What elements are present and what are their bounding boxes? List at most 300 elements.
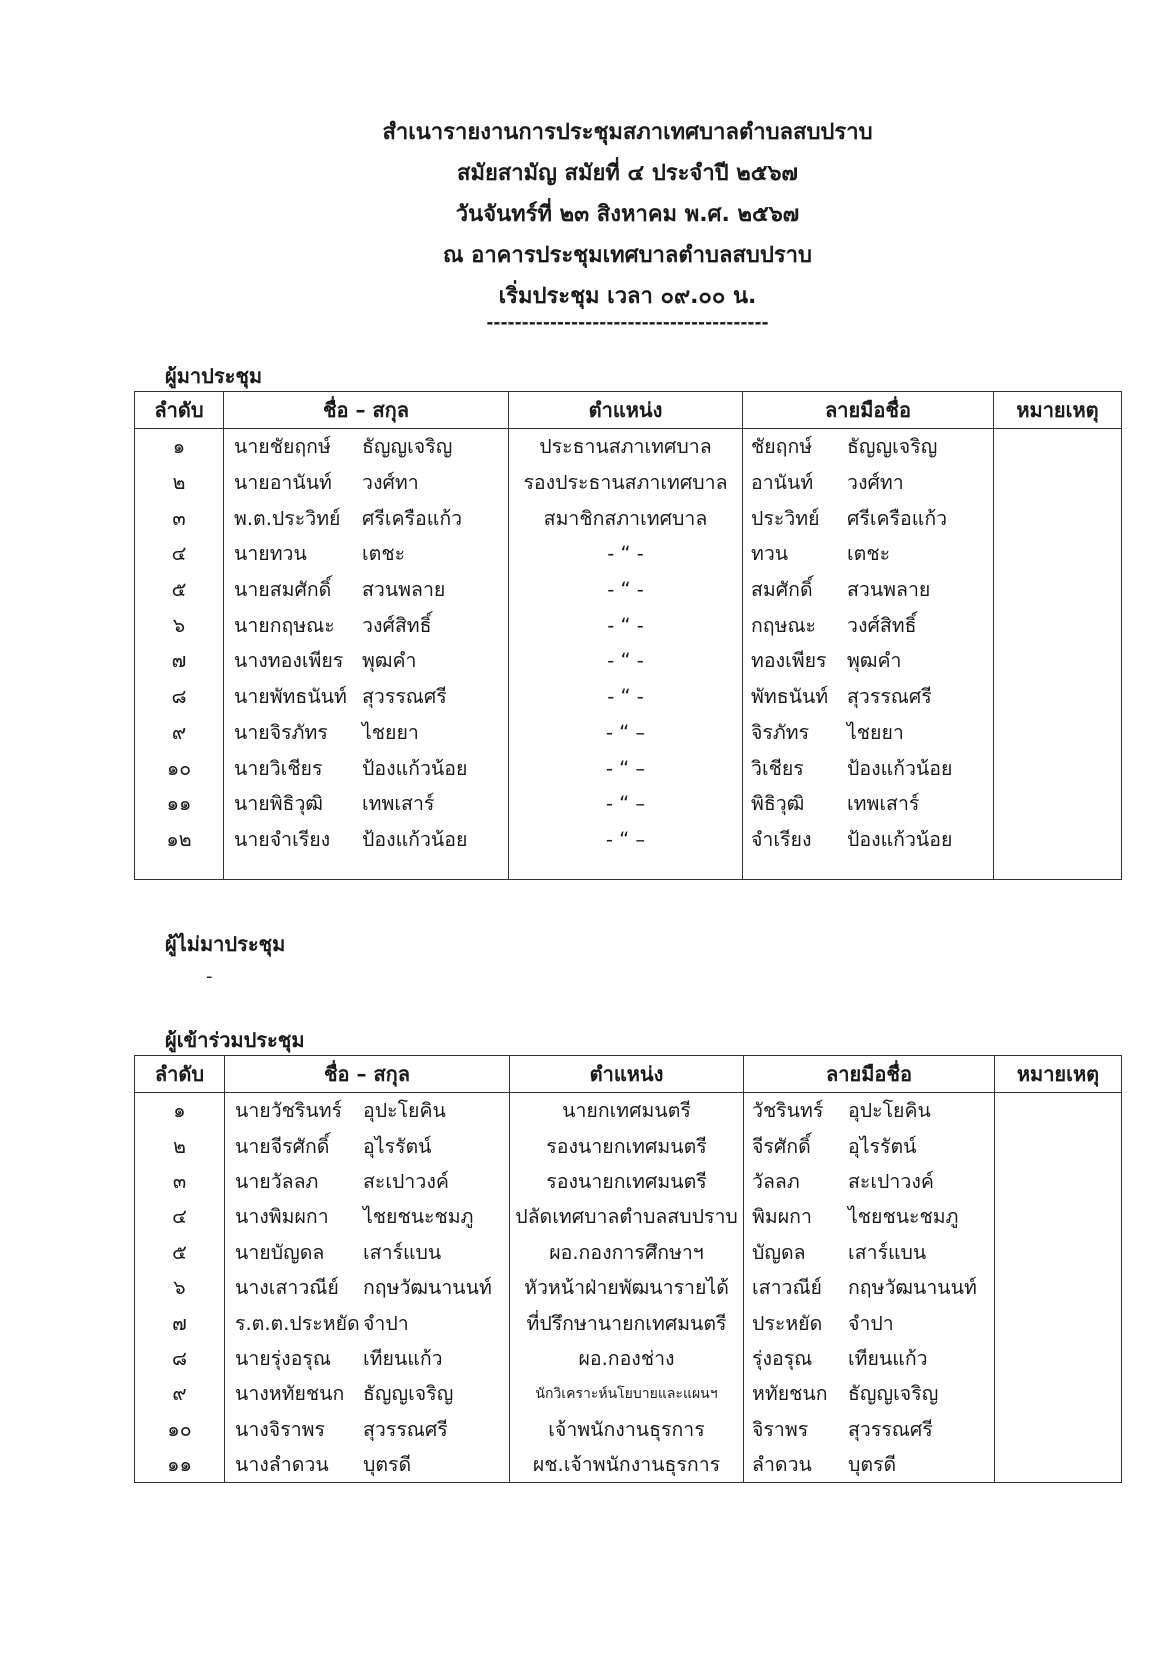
row-number-text: ๓ — [172, 1169, 187, 1193]
name-cell — [224, 500, 509, 536]
row-number-text: ๒ — [173, 1134, 186, 1158]
remark-cell — [994, 572, 1122, 608]
row-number-text: ๗ — [171, 649, 187, 673]
position-cell — [509, 500, 743, 536]
table-row — [135, 786, 1122, 822]
signature-first: พัทธนันท์ — [751, 685, 829, 709]
signature-first: จีรศักดิ์ — [752, 1134, 811, 1158]
signature-first: กฤษณะ — [751, 613, 817, 637]
signature-last: ป้องแก้วน้อย — [847, 756, 953, 780]
column-header-signature: ลายมือชื่อ — [743, 392, 994, 429]
name-cell — [225, 1376, 510, 1411]
row-number-text: ๙ — [172, 1382, 187, 1406]
document-title: สำเนารายงานการประชุมสภาเทศบาลตำบลสบปราบ — [382, 120, 873, 145]
first-name: นายจิรภัทร — [234, 720, 328, 744]
remark-cell — [995, 1128, 1122, 1163]
last-name: ธัญญเจริญ — [363, 1382, 454, 1406]
signature-last: เสาร์แบน — [848, 1240, 927, 1264]
signature-cell — [743, 607, 994, 643]
table-row — [135, 679, 1122, 715]
last-name: สุวรรณศรี — [362, 685, 447, 709]
first-name: นายวัลลภ — [235, 1169, 319, 1193]
first-name: นายชัยฤกษ์ — [234, 435, 331, 459]
position-text: นายกเทศมนตรี — [562, 1099, 691, 1123]
absent-section-label: ผู้ไม่มาประชุม — [165, 932, 286, 956]
table-row — [135, 1093, 1122, 1129]
row-number — [135, 822, 224, 858]
signature-first: วัชรินทร์ — [752, 1099, 824, 1123]
row-number-text: ๘ — [171, 1346, 188, 1370]
row-number-text: ๗ — [172, 1311, 187, 1335]
position-text: - “ - — [607, 613, 644, 637]
row-number — [135, 679, 224, 715]
row-number — [135, 1270, 225, 1305]
signature-first: บัญดล — [752, 1240, 806, 1264]
row-number — [135, 429, 224, 465]
row-number-text: ๖ — [172, 613, 186, 637]
present-section-label: ผู้มาประชุม — [165, 364, 263, 388]
empty-cell — [994, 857, 1122, 880]
row-number — [135, 536, 224, 572]
column-header-remark: หมายเหตุ — [994, 392, 1122, 429]
first-name: นางจิราพร — [235, 1417, 325, 1441]
position-cell — [510, 1305, 744, 1340]
signature-cell — [743, 822, 994, 858]
table-row — [135, 465, 1122, 501]
remark-cell — [995, 1093, 1122, 1129]
name-cell — [225, 1412, 510, 1447]
first-name: นายวัชรินทร์ — [235, 1099, 343, 1123]
signature-cell — [743, 786, 994, 822]
name-cell — [225, 1305, 510, 1340]
remark-cell — [994, 607, 1122, 643]
name-cell — [225, 1199, 510, 1234]
position-text: - “ - — [607, 578, 644, 602]
last-name: เตชะ — [362, 542, 406, 566]
signature-last: สะเปาวงค์ — [848, 1169, 934, 1193]
first-name: นายจีรศักดิ์ — [235, 1134, 330, 1158]
position-cell — [510, 1270, 744, 1305]
position-cell — [509, 429, 743, 465]
signature-last: วงศ์ทา — [847, 471, 904, 495]
position-text: เจ้าพนักงานธุรการ — [548, 1417, 705, 1441]
row-number-text: ๘ — [171, 685, 187, 709]
date-line: วันจันทร์ที่ ๒๓ สิงหาคม พ.ศ. ๒๕๖๗ — [455, 202, 800, 227]
signature-last: กฤษวัฒนานนท์ — [848, 1276, 977, 1300]
row-number-text: ๙ — [171, 720, 187, 744]
signature-cell — [744, 1341, 995, 1376]
first-name: นายสมศักดิ์ — [234, 578, 332, 602]
name-cell — [224, 750, 509, 786]
signature-first: รุ่งอรุณ — [752, 1346, 813, 1370]
table-row — [135, 822, 1122, 858]
position-cell — [509, 572, 743, 608]
table-row — [135, 715, 1122, 751]
first-name: นางลำดวน — [235, 1453, 329, 1477]
signature-cell — [743, 500, 994, 536]
row-number — [135, 1235, 225, 1270]
last-name: ไชยยา — [362, 720, 419, 744]
header-divider: ---------------------------------------- — [486, 313, 769, 333]
name-cell — [225, 1235, 510, 1270]
first-name: นายวิเชียร — [234, 756, 323, 780]
row-number-text: ๑ — [173, 1099, 186, 1123]
position-cell — [510, 1412, 744, 1447]
table-row — [135, 1199, 1122, 1234]
signature-cell — [743, 643, 994, 679]
first-name: นายจำเรียง — [234, 827, 331, 851]
signature-first: อานันท์ — [751, 471, 814, 495]
row-number-text: ๕ — [172, 1240, 187, 1264]
position-text: หัวหน้าฝ่ายพัฒนารายได้ — [524, 1276, 729, 1300]
table-row — [135, 1270, 1122, 1305]
remark-cell — [995, 1376, 1122, 1411]
signature-cell — [743, 536, 994, 572]
row-number-text: ๔ — [172, 1205, 187, 1229]
remark-cell — [994, 500, 1122, 536]
position-cell — [510, 1093, 744, 1129]
name-cell — [225, 1093, 510, 1129]
position-text: ประธานสภาเทศบาล — [539, 435, 712, 459]
remark-cell — [994, 536, 1122, 572]
position-text: สมาชิกสภาเทศบาล — [543, 506, 708, 530]
position-text: ที่ปรึกษานายกเทศมนตรี — [526, 1311, 727, 1335]
first-name: นายอานันท์ — [234, 471, 332, 495]
table-row — [135, 1376, 1122, 1411]
first-name: นายพัทธนันท์ — [234, 685, 347, 709]
first-name: นายบัญดล — [235, 1240, 325, 1264]
row-number — [135, 607, 224, 643]
position-cell — [510, 1128, 744, 1163]
position-cell — [509, 643, 743, 679]
table-row — [135, 1235, 1122, 1270]
last-name: วงศ์สิทธิ์ — [362, 613, 432, 637]
first-name: นายพิธิวุฒิ — [234, 792, 324, 816]
table-padding-row — [135, 857, 1122, 880]
last-name: ไชยชนะชมภู — [363, 1205, 474, 1229]
row-number-text: ๑๐ — [167, 1417, 192, 1441]
row-number-text: ๖ — [173, 1276, 186, 1300]
column-header-position: ตำแหน่ง — [509, 392, 743, 429]
remark-cell — [995, 1199, 1122, 1234]
row-number — [135, 750, 224, 786]
table-row — [135, 1341, 1122, 1376]
last-name: เทพเสาร์ — [362, 792, 435, 816]
position-cell — [509, 786, 743, 822]
signature-first: เสาวณีย์ — [752, 1276, 822, 1300]
document-header — [0, 112, 1175, 335]
signature-last: สุวรรณศรี — [848, 1417, 933, 1441]
remark-cell — [994, 822, 1122, 858]
signature-first: พิมผกา — [752, 1205, 812, 1229]
last-name: วงศ์ทา — [362, 471, 419, 495]
signature-cell — [744, 1305, 995, 1340]
name-cell — [224, 822, 509, 858]
row-number — [135, 1447, 225, 1483]
last-name: สุวรรณศรี — [363, 1417, 448, 1441]
remark-cell — [995, 1341, 1122, 1376]
signature-first: ชัยฤกษ์ — [751, 435, 813, 459]
first-name: นายทวน — [234, 542, 307, 566]
table-row — [135, 1305, 1122, 1340]
signature-last: อุปะโยคิน — [848, 1099, 931, 1123]
last-name: จำปา — [363, 1311, 409, 1335]
signature-cell — [743, 715, 994, 751]
signature-cell — [744, 1235, 995, 1270]
position-text: - “ – — [605, 756, 646, 780]
position-cell — [509, 750, 743, 786]
row-number — [135, 1412, 225, 1447]
signature-first: หทัยชนก — [752, 1382, 828, 1406]
last-name: สวนพลาย — [362, 578, 446, 602]
signature-cell — [744, 1270, 995, 1305]
row-number-text: ๑๑ — [166, 792, 192, 816]
first-name: นางทองเพียร — [234, 649, 344, 673]
name-cell — [225, 1128, 510, 1163]
signature-first: ประวิทย์ — [751, 506, 820, 530]
row-number-text: ๓ — [172, 506, 186, 530]
table-row — [135, 607, 1122, 643]
remark-cell — [995, 1447, 1122, 1483]
row-number — [135, 786, 224, 822]
signature-last: ธัญญเจริญ — [847, 435, 938, 459]
signature-last: เตชะ — [847, 542, 891, 566]
signature-first: ทองเพียร — [751, 649, 827, 673]
position-text: - “ - — [607, 542, 644, 566]
position-text: ผอ.กองการศึกษาฯ — [549, 1240, 704, 1264]
first-name: นางพิมผกา — [235, 1205, 329, 1229]
row-number — [135, 1128, 225, 1163]
last-name: ศรีเครือแก้ว — [362, 506, 463, 530]
signature-first: จิรภัทร — [751, 720, 810, 744]
signature-last: ป้องแก้วน้อย — [847, 827, 953, 851]
last-name: สะเปาวงค์ — [363, 1169, 449, 1193]
signature-last: เทพเสาร์ — [847, 792, 920, 816]
first-name: นายกฤษณะ — [234, 613, 335, 637]
column-header-no: ลำดับ — [135, 392, 224, 429]
first-name: ร.ต.ต.ประหยัด — [235, 1311, 360, 1335]
remark-cell — [994, 679, 1122, 715]
table-row — [135, 1447, 1122, 1483]
signature-cell — [744, 1447, 995, 1483]
last-name: เสาร์แบน — [363, 1240, 442, 1264]
signature-cell — [743, 465, 994, 501]
position-cell — [510, 1447, 744, 1483]
remark-cell — [994, 715, 1122, 751]
first-name: นายรุ่งอรุณ — [235, 1346, 331, 1370]
position-cell — [510, 1376, 744, 1411]
signature-last: สุวรรณศรี — [847, 685, 932, 709]
table-row — [135, 429, 1122, 465]
position-text: ผอ.กองช่าง — [578, 1346, 675, 1370]
last-name: ป้องแก้วน้อย — [362, 756, 468, 780]
row-number — [135, 465, 224, 501]
column-header-position: ตำแหน่ง — [510, 1056, 744, 1093]
signature-cell — [743, 429, 994, 465]
row-number — [135, 1164, 225, 1199]
signature-last: ไชยยา — [847, 720, 904, 744]
row-number — [135, 1376, 225, 1411]
row-number-text: ๒ — [172, 471, 186, 495]
row-number-text: ๕ — [171, 578, 187, 602]
present-table — [134, 391, 1122, 880]
signature-first: วัลลภ — [752, 1169, 800, 1193]
row-number — [135, 715, 224, 751]
last-name: ธัญญเจริญ — [362, 435, 453, 459]
signature-first: ทวน — [751, 542, 789, 566]
signature-first: สมศักดิ์ — [751, 578, 813, 602]
position-text: รองนายกเทศมนตรี — [546, 1169, 707, 1193]
name-cell — [224, 536, 509, 572]
table-header-row — [135, 1056, 1122, 1093]
last-name: กฤษวัฒนานนท์ — [363, 1276, 492, 1300]
table-row — [135, 750, 1122, 786]
position-cell — [509, 607, 743, 643]
remark-cell — [995, 1164, 1122, 1199]
venue-line: ณ อาคารประชุมเทศบาลตำบลสบปราบ — [443, 243, 812, 268]
position-text: - “ - — [607, 649, 644, 673]
table-header-row — [135, 392, 1122, 429]
row-number-text: ๑๑ — [167, 1453, 192, 1477]
name-cell — [225, 1270, 510, 1305]
name-cell — [225, 1164, 510, 1199]
row-number — [135, 1305, 225, 1340]
row-number — [135, 1199, 225, 1234]
last-name: บุตรดี — [363, 1453, 412, 1477]
name-cell — [224, 429, 509, 465]
signature-first: วิเชียร — [751, 756, 804, 780]
last-name: ป้องแก้วน้อย — [362, 827, 468, 851]
position-cell — [509, 822, 743, 858]
signature-last: ธัญญเจริญ — [848, 1382, 939, 1406]
signature-cell — [744, 1164, 995, 1199]
signature-cell — [744, 1376, 995, 1411]
table-row — [135, 643, 1122, 679]
signature-first: ลำดวน — [752, 1453, 812, 1477]
name-cell — [224, 607, 509, 643]
attendees-section-label: ผู้เข้าร่วมประชุม — [165, 1028, 305, 1052]
remark-cell — [994, 786, 1122, 822]
position-cell — [509, 465, 743, 501]
position-cell — [509, 679, 743, 715]
remark-cell — [994, 465, 1122, 501]
position-text: - “ – — [605, 720, 646, 744]
row-number — [135, 1341, 225, 1376]
row-number-text: ๑๐ — [166, 756, 192, 780]
table-row — [135, 1128, 1122, 1163]
position-text: - “ – — [605, 827, 646, 851]
signature-last: บุตรดี — [848, 1453, 897, 1477]
position-cell — [510, 1199, 744, 1234]
last-name: เทียนแก้ว — [363, 1346, 443, 1370]
signature-first: จำเรียง — [751, 827, 812, 851]
position-text: ผช.เจ้าพนักงานธุรการ — [532, 1453, 721, 1477]
name-cell — [224, 465, 509, 501]
signature-first: จิราพร — [752, 1417, 809, 1441]
signature-last: วงศ์สิทธิ์ — [847, 613, 917, 637]
empty-cell — [743, 857, 994, 880]
position-text: รองนายกเทศมนตรี — [546, 1134, 707, 1158]
signature-first: ประหยัด — [752, 1311, 823, 1335]
remark-cell — [994, 643, 1122, 679]
position-cell — [510, 1341, 744, 1376]
start-time-line: เริ่มประชุม เวลา ๐๙.๐๐ น. — [498, 284, 757, 309]
column-header-signature: ลายมือชื่อ — [744, 1056, 995, 1093]
signature-last: ไชยชนะชมภู — [848, 1205, 959, 1229]
last-name: อุไรรัตน์ — [363, 1134, 432, 1158]
position-text: - “ – — [605, 792, 646, 816]
row-number-text: ๑๒ — [166, 827, 192, 851]
position-cell — [509, 715, 743, 751]
name-cell — [224, 715, 509, 751]
position-text: รองประธานสภาเทศบาล — [523, 471, 728, 495]
signature-last: จำปา — [848, 1311, 894, 1335]
position-cell — [510, 1235, 744, 1270]
signature-cell — [743, 679, 994, 715]
last-name: พุฒคำ — [362, 649, 417, 673]
name-cell — [224, 679, 509, 715]
name-cell — [225, 1447, 510, 1483]
position-text: นักวิเคราะห์นโยบายและแผนฯ — [535, 1385, 718, 1402]
column-header-name: ชื่อ – สกุล — [224, 392, 509, 429]
signature-cell — [743, 572, 994, 608]
row-number — [135, 572, 224, 608]
remark-cell — [995, 1412, 1122, 1447]
row-number — [135, 1093, 225, 1129]
remark-cell — [995, 1235, 1122, 1270]
signature-cell — [744, 1093, 995, 1129]
table-row — [135, 1412, 1122, 1447]
table-row — [135, 572, 1122, 608]
name-cell — [224, 643, 509, 679]
signature-cell — [744, 1199, 995, 1234]
column-header-name: ชื่อ – สกุล — [225, 1056, 510, 1093]
signature-last: เทียนแก้ว — [848, 1346, 928, 1370]
remark-cell — [994, 429, 1122, 465]
position-text: ปลัดเทศบาลตำบลสบปราบ — [515, 1205, 738, 1229]
name-cell — [224, 786, 509, 822]
empty-cell — [224, 857, 509, 880]
signature-cell — [744, 1412, 995, 1447]
row-number — [135, 643, 224, 679]
attendees-table — [134, 1055, 1122, 1483]
signature-last: พุฒคำ — [847, 649, 902, 673]
row-number-text: ๑ — [172, 435, 186, 459]
first-name: นางหทัยชนก — [235, 1382, 345, 1406]
session-line: สมัยสามัญ สมัยที่ ๔ ประจำปี ๒๕๖๗ — [457, 161, 798, 186]
empty-cell — [135, 857, 224, 880]
empty-cell — [509, 857, 743, 880]
position-cell — [510, 1164, 744, 1199]
remark-cell — [995, 1305, 1122, 1340]
remark-cell — [994, 750, 1122, 786]
signature-last: อุไรรัตน์ — [848, 1134, 917, 1158]
signature-last: ศรีเครือแก้ว — [847, 506, 948, 530]
first-name: นางเสาวณีย์ — [235, 1276, 339, 1300]
table-row — [135, 536, 1122, 572]
column-header-no: ลำดับ — [135, 1056, 225, 1093]
last-name: อุปะโยคิน — [363, 1099, 446, 1123]
signature-last: สวนพลาย — [847, 578, 931, 602]
row-number-text: ๔ — [171, 542, 187, 566]
name-cell — [224, 572, 509, 608]
signature-cell — [743, 750, 994, 786]
first-name: พ.ต.ประวิทย์ — [234, 506, 341, 530]
signature-cell — [744, 1128, 995, 1163]
remark-cell — [995, 1270, 1122, 1305]
position-text: - “ - — [607, 685, 644, 709]
name-cell — [225, 1341, 510, 1376]
